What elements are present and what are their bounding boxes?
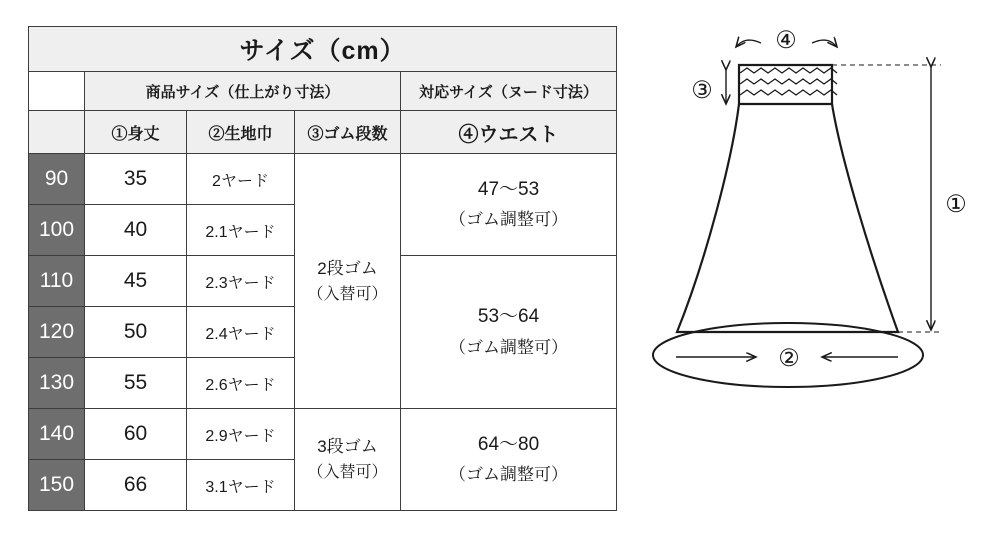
waist-group-1 [401,154,617,256]
waist-group-2-line1: 53〜64 [477,306,540,328]
column-header-fabric-width: ②生地巾 [187,111,295,154]
waist-group-3-line2: （ゴム調整可） [449,465,569,485]
length-guide-lines [832,65,941,332]
elastic-rows-group-1-line2: （入替可） [307,285,388,303]
elastic-rows-group-1 [295,154,401,409]
group-header-fit-size: 対応サイズ（ヌード寸法） [401,72,617,111]
length-value: 66 [85,460,187,511]
column-header-waist: ④ウエスト [401,111,617,154]
length-value: 45 [85,256,187,307]
column-header-blank [29,111,85,154]
diagram-marker-fabric-width: ② [778,345,800,372]
fabric-width-value: 3.1ヤード [187,460,295,511]
length-value: 40 [85,205,187,256]
table-title: サイズ（cm） [29,27,617,72]
waist-group-1-line1: 47〜53 [477,178,540,200]
size-table [28,26,617,511]
length-value: 50 [85,307,187,358]
elastic-rows-group-1-line1: 2段ゴム [317,258,378,278]
fabric-width-value: 2.4ヤード [187,307,295,358]
size-label: 120 [29,307,85,358]
size-table-container [28,26,616,511]
fabric-width-value: 2.1ヤード [187,205,295,256]
table-row [29,154,617,205]
elastic-rows-group-2-line2: （入替可） [307,464,388,482]
table-row-group-headers [29,72,617,111]
diagram-marker-length: ① [945,191,967,218]
waist-group-3-line1: 64〜80 [477,433,540,455]
diagram-marker-waist: ④ [775,27,797,54]
length-value: 60 [85,409,187,460]
size-label: 130 [29,358,85,409]
group-header-blank [29,72,85,111]
length-value: 55 [85,358,187,409]
elastic-waistband-zigzag [740,68,837,95]
elastic-rows-group-2 [295,409,401,511]
waist-group-3 [401,409,617,511]
table-row-title [29,27,617,72]
waist-group-1-line2: （ゴム調整可） [449,210,569,230]
size-label: 90 [29,154,85,205]
fabric-width-value: 2.9ヤード [187,409,295,460]
fabric-width-value: 2.3ヤード [187,256,295,307]
diagram-marker-elastic-rows: ③ [691,77,713,104]
size-label: 110 [29,256,85,307]
group-header-product-size: 商品サイズ（仕上がり寸法） [85,72,401,111]
skirt-outline-shape [677,65,898,332]
size-label: 140 [29,409,85,460]
fabric-width-value: 2ヤード [187,154,295,205]
column-header-elastic-rows: ③ゴム段数 [295,111,401,154]
table-row [29,409,617,460]
skirt-diagram [636,10,986,430]
elastic-rows-group-2-line1: 3段ゴム [317,437,378,457]
size-label: 100 [29,205,85,256]
table-row-column-headers [29,111,617,154]
column-header-length: ①身丈 [85,111,187,154]
length-value: 35 [85,154,187,205]
waist-group-2-line2: （ゴム調整可） [449,337,569,357]
fabric-width-value: 2.6ヤード [187,358,295,409]
waist-group-2 [401,256,617,409]
size-label: 150 [29,460,85,511]
